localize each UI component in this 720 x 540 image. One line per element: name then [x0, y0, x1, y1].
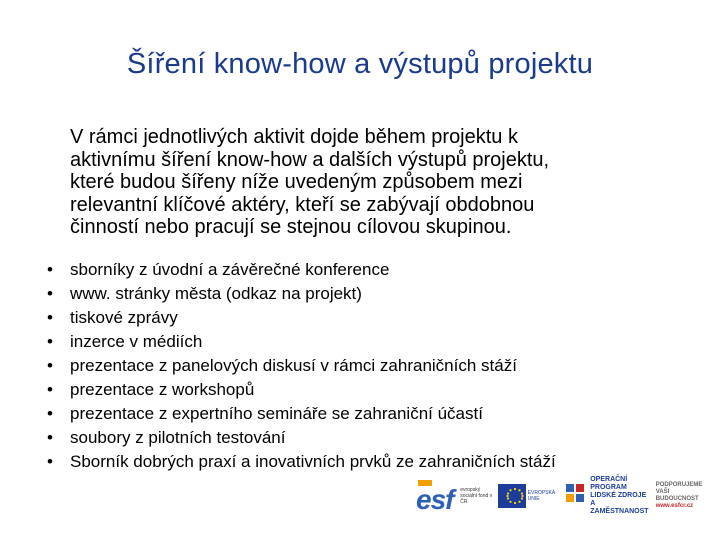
- eu-flag-icon: [498, 484, 525, 508]
- esf-logo: [416, 478, 456, 514]
- bullet-icon: •: [47, 380, 53, 399]
- bullet-icon: •: [47, 308, 53, 327]
- intro-line: V rámci jednotlivých aktivit dojde během projektu k: [70, 126, 518, 148]
- op-name: OPERAČNÍ PROGRAM LIDSKÉ ZDROJE A ZAMĚSTNANOST: [590, 476, 649, 515]
- esf-caption: evropský sociální fond v ČR: [460, 487, 493, 505]
- bullet-icon: •: [47, 356, 53, 375]
- slide-title: Šíření know-how a výstupů projektu: [126, 48, 594, 80]
- list-item: [44, 402, 684, 426]
- bullet-icon: •: [47, 260, 53, 279]
- eu-stars-icon: [498, 484, 532, 508]
- list-item-text: Sborník dobrých praxí a inovativních prvků ze zahraničních stáží: [70, 452, 556, 471]
- list-item-text: www. stránky města (odkaz na projekt): [70, 284, 362, 303]
- list-item-text: prezentace z workshopů: [70, 380, 255, 399]
- op-lzz-icon: [564, 482, 586, 510]
- list-item-text: prezentace z panelových diskusí v rámci zahraničních stáží: [70, 356, 517, 375]
- footer-logos: [416, 478, 712, 514]
- intro-line: relevantní klíčové aktéry, kteří se zabývají obdobnou: [70, 193, 535, 216]
- list-item: [44, 306, 684, 330]
- podporujeme-text: PODPORUJEME VAŠI BUDOUCNOST: [655, 482, 703, 502]
- eu-caption: EVROPSKÁ UNIE: [527, 490, 556, 502]
- list-item: [44, 450, 684, 474]
- list-item: [44, 354, 684, 378]
- bullet-icon: •: [47, 404, 53, 423]
- list-item: [44, 378, 684, 402]
- list-item-text: soubory z pilotních testování: [70, 428, 286, 447]
- intro-paragraph: [70, 126, 670, 239]
- bullet-icon: •: [47, 452, 53, 471]
- bullet-icon: •: [47, 332, 53, 351]
- bullet-icon: •: [47, 428, 53, 447]
- intro-line: které budou šířeny níže uvedeným způsobem mezi: [70, 171, 523, 193]
- list-item-text: inzerce v médiích: [70, 332, 203, 351]
- intro-line: aktivnímu šíření know-how a dalších výstupů projektu,: [70, 148, 550, 171]
- bullet-icon: •: [47, 284, 53, 303]
- list-item: [44, 330, 684, 354]
- podporujeme-block: [656, 482, 712, 510]
- list-item: [44, 426, 684, 450]
- esf-url: www.esfcr.cz: [655, 503, 694, 509]
- intro-line: činností nebo pracují se stejnou cílovou skupinou.: [70, 216, 512, 238]
- bullet-list: [44, 258, 684, 474]
- list-item-text: sborníky z úvodní a závěrečné konference: [70, 260, 390, 279]
- list-item: [44, 282, 684, 306]
- list-item-text: tiskové zprávy: [70, 308, 178, 327]
- list-item-text: prezentace z expertního semináře se zahraniční účastí: [70, 404, 483, 423]
- list-item: [44, 258, 684, 282]
- esf-logo-text: esf: [416, 484, 454, 515]
